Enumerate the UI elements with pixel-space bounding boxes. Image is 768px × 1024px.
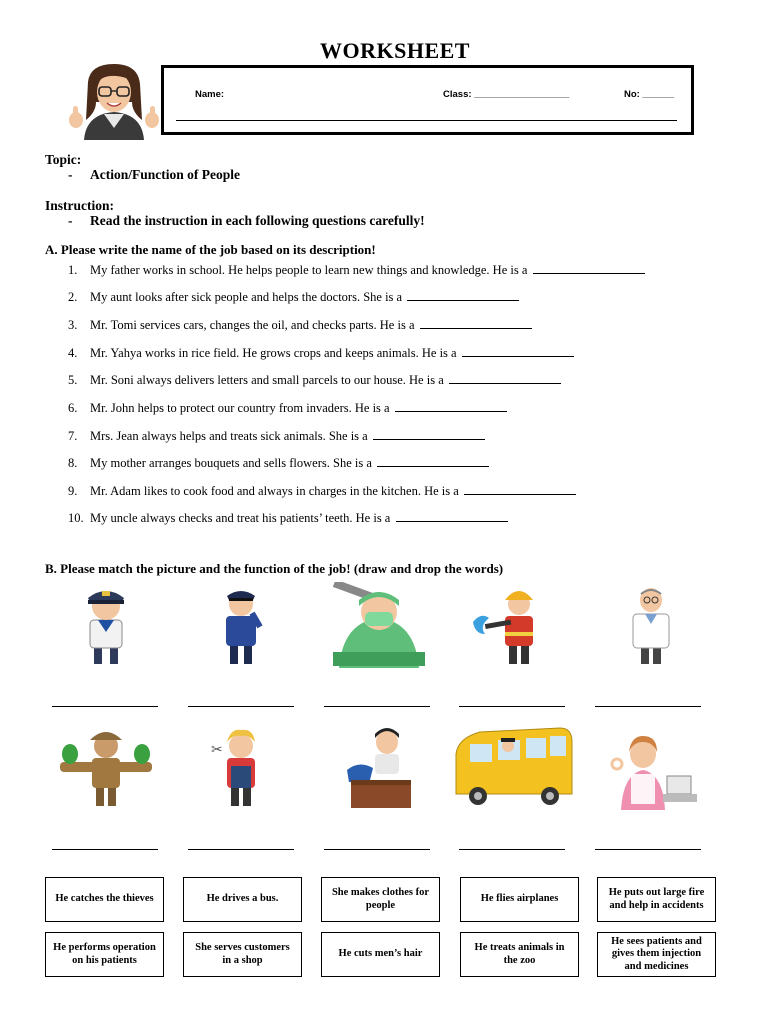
word-card[interactable]: He treats animals in the zoo <box>460 932 579 977</box>
topic-label: Topic: <box>45 152 82 167</box>
question-item: 5. Mr. Soni always delivers letters and small parcels to our house. He is a <box>68 373 561 388</box>
question-item: 6. Mr. John helps to protect our country from invaders. He is a <box>68 401 507 416</box>
question-item: 1. My father works in school. He helps people to learn new things and knowledge. He is a <box>68 263 645 278</box>
number-label: No: ______ <box>624 89 675 100</box>
question-item: 3. Mr. Tomi services cars, changes the oil, and checks parts. He is a <box>68 318 532 333</box>
question-item: 7. Mrs. Jean always helps and treats sick animals. She is a <box>68 429 485 444</box>
word-card[interactable]: He flies airplanes <box>460 877 579 922</box>
answer-blank[interactable] <box>462 355 574 357</box>
answer-line[interactable] <box>324 706 430 707</box>
instruction-label: Instruction: <box>45 198 115 213</box>
answer-line[interactable] <box>324 849 430 850</box>
word-card[interactable]: He drives a bus. <box>183 877 302 922</box>
word-card[interactable]: She serves customers in a shop <box>183 932 302 977</box>
teacher-avatar <box>66 62 162 140</box>
page-title: WORKSHEET <box>320 38 470 63</box>
barber-picture <box>193 724 289 810</box>
word-card[interactable]: He catches the thieves <box>45 877 164 922</box>
answer-blank[interactable] <box>377 465 489 467</box>
word-card[interactable]: He puts out large fire and help in accidents <box>597 877 716 922</box>
answer-line[interactable] <box>595 706 701 707</box>
answer-blank[interactable] <box>449 382 561 384</box>
class-label: Class: __________________ <box>443 89 570 100</box>
writing-line <box>176 120 677 121</box>
bus-driver-picture <box>450 724 578 810</box>
answer-line[interactable] <box>52 849 158 850</box>
topic-value: - Action/Function of People <box>68 167 240 182</box>
answer-blank[interactable] <box>373 438 485 440</box>
zookeeper-picture <box>58 724 154 810</box>
section-a-heading: A. Please write the name of the job based on its description! <box>45 242 376 257</box>
tailor-picture <box>329 724 425 810</box>
answer-blank[interactable] <box>395 410 507 412</box>
answer-line[interactable] <box>595 849 701 850</box>
question-item: 9. Mr. Adam likes to cook food and always in charges in the kitchen. He is a <box>68 484 576 499</box>
surgeon-picture <box>329 582 425 668</box>
student-info-box <box>161 65 694 135</box>
section-b-heading: B. Please match the picture and the function of the job! (draw and drop the words) <box>45 561 504 576</box>
name-label: Name: <box>195 89 225 100</box>
question-item: 10. My uncle always checks and treat his patients’ teeth. He is a <box>68 511 508 526</box>
answer-line[interactable] <box>188 849 294 850</box>
answer-blank[interactable] <box>396 520 508 522</box>
doctor-picture <box>603 582 699 668</box>
answer-line[interactable] <box>459 849 565 850</box>
police-officer-picture <box>193 582 289 668</box>
svg-text:✂: ✂ <box>211 743 223 758</box>
instruction-value: - Read the instruction in each following questions carefully! <box>68 213 425 228</box>
answer-blank[interactable] <box>533 272 645 274</box>
word-card[interactable]: He sees patients and gives them injection and medicines <box>597 932 716 977</box>
answer-line[interactable] <box>459 706 565 707</box>
shopkeeper-picture <box>603 724 699 810</box>
firefighter-picture <box>467 582 563 668</box>
question-item: 2. My aunt looks after sick people and helps the doctors. She is a <box>68 290 519 305</box>
answer-blank[interactable] <box>464 493 576 495</box>
word-card[interactable]: She makes clothes for people <box>321 877 440 922</box>
word-card[interactable]: He cuts men’s hair <box>321 932 440 977</box>
answer-line[interactable] <box>52 706 158 707</box>
answer-blank[interactable] <box>420 327 532 329</box>
pilot-picture <box>58 582 154 668</box>
question-item: 4. Mr. Yahya works in rice field. He grows crops and keeps animals. He is a <box>68 346 574 361</box>
question-item: 8. My mother arranges bouquets and sells flowers. She is a <box>68 456 489 471</box>
word-card[interactable]: He performs operation on his patients <box>45 932 164 977</box>
answer-line[interactable] <box>188 706 294 707</box>
answer-blank[interactable] <box>407 299 519 301</box>
